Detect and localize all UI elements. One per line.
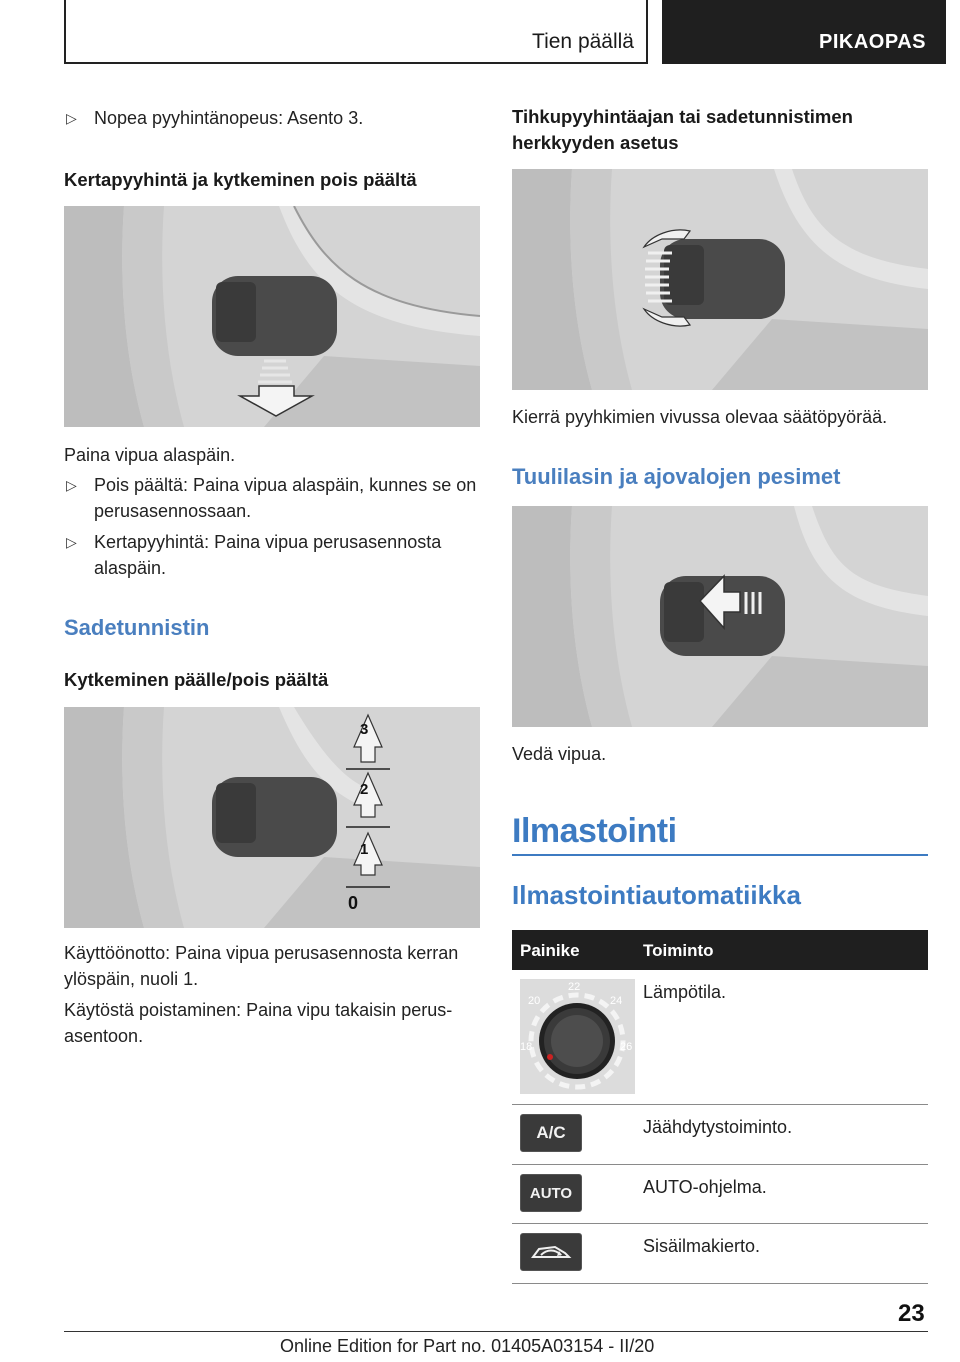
table-row-divider bbox=[512, 1164, 928, 1165]
heading-climate: Ilmastointi bbox=[512, 812, 677, 850]
heading-rule bbox=[512, 854, 928, 856]
heading-interval-setting: Tihkupyyhintäajan tai sadetunnistimen herkkyyden asetus bbox=[512, 106, 853, 153]
table-row-divider bbox=[512, 1223, 928, 1224]
header-section-title: Tien päällä bbox=[532, 30, 634, 53]
para-press-down: Paina vipua alaspäin. bbox=[64, 445, 236, 465]
ac-button-icon: A/C bbox=[520, 1114, 582, 1152]
table-row-divider bbox=[512, 1283, 928, 1284]
para-turn-wheel: Kierrä pyyhkimien vivussa olevaa säätöpyörää. bbox=[512, 407, 888, 427]
figure-label-0: 0 bbox=[348, 893, 359, 913]
temperature-dial-icon: 22 20 24 18 26 bbox=[520, 979, 635, 1094]
table-cell-auto: AUTO-ohjelma. bbox=[643, 1177, 767, 1197]
table-cell-cooling: Jäähdytystoiminto. bbox=[643, 1117, 793, 1137]
bullet-off: ▷ Pois päältä: Paina vipua alaspäin, kunnes se on perusasennossaan. bbox=[64, 472, 480, 524]
table-row-divider bbox=[512, 1104, 928, 1105]
bullet-single-wipe: ▷ Kertapyyhintä: Paina vipua perusasennosta alaspäin. bbox=[64, 529, 480, 581]
header-section-tab bbox=[64, 0, 648, 64]
figure-label-2: 2 bbox=[360, 781, 369, 798]
auto-button-icon: AUTO bbox=[520, 1174, 582, 1212]
table-header bbox=[512, 930, 928, 970]
header-chapter-tab bbox=[662, 0, 946, 64]
heading-washers: Tuulilasin ja ajovalojen pesimet bbox=[512, 464, 841, 489]
table-cell-temperature: Lämpötila. bbox=[643, 982, 727, 1002]
figure-lever-press-down bbox=[64, 206, 480, 427]
figure-lever-positions bbox=[64, 707, 480, 928]
heading-rain-sensor: Sadetunnistin bbox=[64, 615, 210, 640]
para-pull: Vedä vipua. bbox=[512, 744, 607, 764]
figure-label-3: 3 bbox=[360, 721, 369, 738]
figure-label-1: 1 bbox=[360, 841, 369, 858]
footer-rule bbox=[64, 1331, 928, 1332]
figure-lever-pull bbox=[512, 506, 928, 727]
table-col-function: Toiminto bbox=[643, 941, 714, 960]
triangle-bullet-icon: ▷ bbox=[66, 534, 77, 550]
triangle-bullet-icon: ▷ bbox=[66, 110, 77, 126]
table-cell-recirculation: Sisäilmakierto. bbox=[643, 1236, 761, 1256]
recirculation-button-icon bbox=[520, 1233, 582, 1271]
para-activate: Käyttöönotto: Paina vipua perusasennosta kerran ylöspäin, nuoli 1. bbox=[64, 943, 459, 989]
heading-auto-climate: Ilmastointiautomatiikka bbox=[512, 880, 801, 910]
triangle-bullet-icon: ▷ bbox=[66, 477, 77, 493]
footer-edition: Online Edition for Part no. 01405A03154 - II/20 bbox=[280, 1336, 655, 1356]
figure-thumbwheel bbox=[512, 169, 928, 390]
para-deactivate: Käytöstä poistaminen: Paina vipu takaisin perusasentoon. bbox=[64, 1000, 453, 1046]
table-col-button: Painike bbox=[520, 941, 580, 960]
header-chapter-title: PIKAOPAS bbox=[819, 31, 926, 53]
heading-on-off: Kytkeminen päälle/pois päältä bbox=[64, 669, 329, 690]
heading-single-wipe: Kertapyyhintä ja kytkeminen pois päältä bbox=[64, 169, 417, 190]
bullet-fast-wipe: ▷ Nopea pyyhintänopeus: Asento 3. bbox=[64, 105, 510, 131]
page-number: 23 bbox=[898, 1300, 925, 1327]
